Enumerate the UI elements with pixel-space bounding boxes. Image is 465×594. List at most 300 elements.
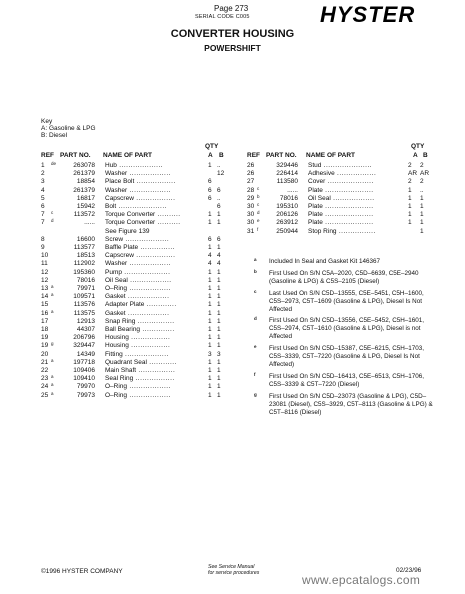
leader-dots: .....................	[322, 211, 374, 219]
qty-a-cell: 1	[408, 194, 412, 202]
header-name: NAME OF PART	[103, 152, 152, 159]
qty-a-cell: 1	[208, 162, 212, 169]
part-name: Housing	[105, 342, 129, 350]
leader-dots: ............	[146, 358, 177, 366]
footnote	[254, 345, 439, 369]
part-number-cell: 113577	[73, 244, 95, 251]
qty-a-cell: 1	[208, 301, 212, 309]
table-row	[247, 187, 447, 195]
leader-dots: .....................	[322, 219, 374, 227]
qty-a-cell: 1	[408, 203, 412, 210]
ref-cell: 27	[247, 178, 255, 186]
ref-cell: 20	[41, 350, 49, 358]
part-number-cell: ......	[287, 186, 298, 194]
leader-dots: ..................	[127, 170, 171, 178]
header-name: NAME OF PART	[306, 152, 355, 159]
table-row	[41, 351, 241, 359]
ref-cell: 19	[41, 342, 49, 350]
leader-dots: .....................	[322, 203, 374, 210]
ref-cell: 13	[41, 285, 49, 292]
table-row	[41, 228, 241, 236]
part-name-cell	[105, 219, 205, 227]
footnote-marker: c	[257, 202, 260, 207]
header-b: B	[423, 152, 428, 159]
part-number-cell: 206126	[276, 211, 298, 219]
leader-dots: .................	[134, 178, 176, 186]
part-name-cell	[308, 211, 405, 219]
part-number-cell: 15942	[76, 203, 95, 210]
qty-a-cell: 1	[208, 293, 212, 301]
leader-dots: ..................	[127, 383, 171, 391]
leader-dots: ..........	[155, 219, 181, 227]
left-column-headers	[41, 152, 231, 161]
part-name-cell	[105, 260, 205, 268]
header-part-no: PART NO.	[266, 152, 297, 159]
ref-cell: 5	[41, 194, 45, 202]
qty-a-cell: 6	[208, 235, 212, 243]
part-name: Pump	[105, 268, 122, 276]
table-row	[41, 334, 241, 342]
part-name: Plate	[308, 186, 323, 194]
leader-dots: ....................	[325, 178, 374, 186]
part-name-cell	[105, 367, 205, 375]
part-number-cell: 14349	[76, 350, 95, 358]
part-name: Oil Seal	[308, 194, 331, 202]
leader-dots: ..................	[127, 260, 171, 268]
table-row	[41, 260, 241, 268]
qty-b-cell: 2	[420, 178, 424, 186]
footnote-marker: f	[257, 226, 259, 232]
header-ref: REF	[247, 152, 260, 159]
qty-a-cell: 6	[208, 178, 212, 186]
qty-a-cell: 1	[208, 383, 212, 391]
qty-b-cell: 1	[217, 309, 221, 317]
leader-dots: ..................	[330, 194, 375, 202]
part-name: Capscrew	[105, 194, 134, 202]
qty-b-cell: 1	[217, 219, 221, 227]
date: 02/23/96	[396, 567, 422, 574]
footnote-text: First Used On S/N C5D–16413, C5E–6513, C5H–1706, C5S–3339 & C5T–7220 (Diesel)	[269, 372, 425, 388]
service-note-line2: for service procedures	[208, 570, 260, 577]
qty-b-cell: 1	[217, 326, 221, 333]
part-name: Main Shaft	[105, 367, 137, 374]
part-name-cell	[105, 392, 205, 400]
footnote	[254, 393, 439, 417]
ref-cell: 3	[41, 178, 45, 186]
part-name-cell	[105, 285, 205, 293]
part-name-cell	[105, 252, 205, 260]
footnote-text: First Used On S/N C5D–13556, C5E–5452, C5H–1601, C5S–2974, C5T–1610 (Gasoline & LPG), Diesel is not Affected	[269, 317, 425, 341]
ref-cell: 8	[41, 235, 45, 243]
footnote-text: First Used On S/N C5A–2020, C5D–6639, C5E–2940 (Gasoline & LPG) & C5S–2105 (Diesel)	[269, 269, 419, 285]
footnote-marker: a	[51, 382, 54, 388]
footnote-letter: e	[254, 344, 257, 350]
part-name-cell	[308, 219, 405, 227]
part-number-cell: 109571	[73, 293, 95, 301]
ref-cell: 23	[41, 375, 49, 383]
footnote-marker: a	[51, 374, 54, 380]
table-row	[41, 310, 241, 318]
part-number-cell: 197718	[73, 358, 95, 366]
copyright: ©1996 HYSTER COMPANY	[41, 568, 123, 575]
part-name: Washer	[105, 186, 128, 194]
part-name-cell	[308, 162, 405, 170]
part-number-cell: 12913	[76, 317, 95, 325]
ref-cell: 7	[41, 219, 45, 227]
qty-b-cell: 4	[217, 260, 221, 268]
qty-b-cell: AR	[420, 170, 430, 178]
part-name: Plate	[308, 203, 323, 210]
leader-dots: .................	[133, 375, 175, 383]
qty-b-cell: 2	[420, 162, 424, 169]
footnote-marker: c	[51, 210, 54, 216]
part-name: Adhesive	[308, 170, 335, 178]
leader-dots: ..............	[140, 326, 175, 333]
part-name: Oil Seal	[105, 276, 128, 284]
table-row	[41, 293, 241, 301]
part-name: Gasket	[105, 309, 126, 317]
part-name: Torque Converter	[105, 219, 156, 227]
part-number-cell: 113572	[73, 211, 95, 219]
footnote-marker: a	[51, 357, 54, 363]
hyster-logo: HYSTER	[320, 2, 416, 27]
part-name-cell	[105, 244, 205, 252]
part-number-cell: 263912	[276, 219, 298, 227]
part-name-cell	[105, 277, 205, 285]
footnote-text: Last Used On S/N C5D–13555, C5E–5451, C5H–1600, C5S–2973, C5T–1609 (Gasoline & LPG), Diesel Is Not Affected	[269, 289, 424, 313]
qty-b-cell: 1	[217, 211, 221, 219]
part-number-cell: 226414	[276, 170, 298, 178]
table-row	[247, 162, 447, 170]
part-name: Adapter Plate	[105, 301, 145, 309]
qty-b-cell: 1	[217, 317, 221, 325]
table-row	[41, 236, 241, 244]
qty-b-cell: 1	[217, 293, 221, 301]
table-row	[247, 178, 447, 186]
qty-a-cell: 1	[208, 219, 212, 227]
footnote-marker: c	[257, 185, 260, 191]
part-number-cell: 113580	[276, 178, 298, 186]
leader-dots: ..................	[127, 391, 171, 399]
service-note	[208, 564, 259, 576]
part-name: O–Ring	[105, 383, 128, 391]
table-row	[41, 392, 241, 400]
qty-a-cell: 1	[208, 317, 212, 325]
part-number-cell: 16600	[76, 235, 95, 243]
ref-cell: 22	[41, 367, 49, 374]
ref-cell: 30	[247, 219, 255, 227]
part-number-cell: 263078	[73, 162, 95, 169]
qty-a-cell: 4	[208, 260, 212, 268]
ref-cell: 2	[41, 170, 45, 178]
qty-b-cell: 1	[217, 342, 221, 350]
qty-a-cell: 1	[208, 309, 212, 317]
footnote-marker: de	[51, 161, 57, 166]
service-note-line1: See Service Manual	[208, 564, 255, 570]
ref-cell: 4	[41, 186, 45, 194]
qty-b-cell: 1	[420, 227, 424, 235]
part-number-cell: 109406	[73, 367, 95, 374]
table-row	[41, 252, 241, 260]
table-row	[41, 359, 241, 367]
qty-b-cell: 6	[217, 186, 221, 194]
part-number-cell: 261379	[73, 186, 95, 194]
qty-a-cell: 1	[208, 342, 212, 350]
table-row	[41, 326, 241, 334]
qty-a-cell: 1	[408, 211, 412, 219]
table-row	[41, 285, 241, 293]
footnote-text: First Used On S/N C5D–23073 (Gasoline & LPG), C5D–23081 (Diesel), C5S–3929, C5T–8113 (Gasoline & LPG) & C5T–8116 (Diesel)	[269, 392, 433, 416]
qty-a-cell: 2	[408, 178, 412, 186]
part-number-cell: 206796	[73, 334, 95, 342]
part-number-cell: 16817	[76, 194, 95, 202]
ref-cell: 12	[41, 268, 49, 276]
qty-a-cell: 1	[208, 244, 212, 251]
leader-dots: ...................	[122, 350, 169, 358]
right-parts-table	[247, 162, 447, 247]
leader-dots: .....................	[321, 162, 373, 169]
qty-a-cell: 3	[208, 350, 212, 358]
qty-a-cell: AR	[408, 170, 418, 178]
part-name-cell	[105, 334, 205, 342]
part-name-cell	[105, 236, 205, 244]
part-name: Ball Bearing	[105, 326, 141, 333]
ref-cell: 18	[41, 326, 49, 333]
qty-b-cell: 1	[217, 358, 221, 366]
leader-dots: .................	[128, 334, 171, 342]
qty-a-cell: 1	[208, 367, 212, 374]
ref-cell: 30	[247, 211, 255, 219]
part-name: Bolt	[105, 203, 117, 210]
footnote-marker: g	[51, 341, 54, 347]
part-name-cell	[105, 293, 205, 301]
footnote-marker: d	[51, 218, 54, 224]
qty-a-cell: 2	[408, 162, 412, 169]
part-number-cell: 112902	[73, 260, 95, 268]
qty-a-cell: 4	[208, 252, 212, 260]
footnote-letter: a	[254, 257, 257, 262]
footnote-marker: b	[257, 193, 260, 199]
qty-b-cell: 4	[217, 252, 221, 260]
ref-cell: 25	[41, 391, 49, 399]
qty-a-cell: 1	[208, 285, 212, 292]
part-number-cell: 109410	[73, 375, 95, 383]
part-number-cell: 44307	[76, 326, 95, 333]
qty-b-cell: 1	[217, 244, 221, 251]
part-name-cell	[105, 269, 205, 277]
part-name-cell	[105, 359, 205, 367]
leader-dots: .................	[133, 252, 176, 260]
qty-b-cell: 1	[420, 203, 424, 210]
page-title: CONVERTER HOUSING	[170, 28, 295, 40]
qty-b-cell: ..	[217, 162, 221, 169]
qty-b-cell: 1	[217, 383, 221, 391]
leader-dots: ................	[336, 227, 376, 235]
part-name-cell	[105, 195, 205, 203]
qty-b-cell: 12	[217, 170, 225, 178]
qty-b-cell: 6	[217, 203, 221, 210]
qty-a-cell: 1	[408, 219, 412, 227]
leader-dots: .................	[133, 194, 176, 202]
part-name-cell	[105, 170, 205, 178]
part-number-cell: 329447	[73, 342, 95, 350]
part-name: See Figure 139	[105, 227, 150, 235]
ref-cell: 28	[247, 186, 255, 194]
ref-cell: 19	[41, 334, 49, 342]
qty-b-cell: 3	[217, 350, 221, 358]
qty-a-cell: 1	[208, 334, 212, 342]
table-row	[41, 170, 241, 178]
table-row	[41, 178, 241, 186]
leader-dots: ..................	[127, 186, 171, 194]
part-number-cell: 79970	[76, 383, 95, 391]
part-name: Baffle Plate	[105, 244, 139, 251]
footnote-letter: c	[254, 288, 257, 294]
qty-b-cell: 1	[217, 375, 221, 383]
table-row	[41, 211, 241, 219]
table-row	[41, 219, 241, 227]
part-name-cell	[105, 342, 205, 350]
part-number-cell: 195310	[276, 203, 298, 210]
table-row	[41, 342, 241, 350]
qty-a-cell: 1	[208, 375, 212, 383]
header-a: A	[413, 152, 418, 159]
right-column-headers	[247, 152, 437, 161]
qty-b-cell: 1	[217, 301, 221, 309]
table-row	[41, 162, 241, 170]
leader-dots: .............	[144, 301, 177, 309]
part-name: Cover	[308, 178, 326, 186]
leader-dots: ...................	[116, 162, 164, 169]
part-name-cell	[105, 318, 205, 326]
leader-dots: .....................	[322, 186, 374, 194]
leader-dots: ..................	[127, 276, 172, 284]
key-b: B: Diesel	[41, 132, 68, 139]
footnote-letter: g	[254, 391, 257, 397]
qty-a-cell: 6	[208, 194, 212, 202]
page-subtitle: POWERSHIFT	[204, 43, 261, 53]
part-number-cell: 250944	[276, 227, 298, 235]
ref-cell: 1	[41, 162, 45, 169]
part-name-cell	[308, 178, 405, 186]
qty-b-cell: 1	[217, 367, 221, 374]
part-name-cell	[105, 162, 205, 170]
part-name: Plate	[308, 211, 323, 219]
table-row	[41, 244, 241, 252]
part-number-cell: ......	[84, 219, 95, 227]
ref-cell: 21	[41, 358, 49, 366]
table-row	[247, 195, 447, 203]
footnote-letter: f	[254, 371, 256, 377]
qty-b-cell: 6	[217, 235, 221, 243]
ref-cell: 14	[41, 293, 49, 301]
table-row	[41, 383, 241, 391]
part-number-cell: 261379	[73, 170, 95, 178]
part-name-cell	[308, 228, 405, 236]
serial-code: SERIAL CODE C005	[195, 14, 250, 20]
footnote-letter: b	[254, 268, 257, 274]
qty-b-cell: 1	[217, 276, 221, 284]
table-row	[247, 219, 447, 227]
part-name: Place Bolt	[105, 178, 135, 186]
ref-cell: 29	[247, 194, 255, 202]
header-part-no: PART NO.	[60, 152, 91, 159]
ref-cell: 9	[41, 244, 45, 251]
table-row	[247, 170, 447, 178]
part-name-cell	[105, 301, 205, 309]
footnote-marker: a	[51, 292, 54, 298]
qty-a-cell: 1	[208, 391, 212, 399]
part-number-cell: 18854	[76, 178, 95, 186]
ref-cell: 6	[41, 203, 45, 210]
part-name-cell	[105, 211, 205, 219]
ref-cell: 17	[41, 317, 49, 325]
part-name-cell	[308, 203, 405, 211]
part-name-cell	[105, 351, 205, 359]
part-name: Seal Ring	[105, 375, 134, 383]
part-name: Snap Ring	[105, 317, 136, 325]
table-row	[41, 195, 241, 203]
leader-dots: .................	[128, 342, 171, 350]
leader-dots: ................	[135, 317, 175, 325]
table-row	[247, 228, 447, 236]
qty-a-cell: 1	[208, 268, 212, 276]
table-row	[41, 318, 241, 326]
part-name: O–Ring	[105, 285, 128, 292]
part-number-cell: 79973	[76, 391, 95, 399]
part-name-cell	[308, 170, 405, 178]
leader-dots: .................	[334, 170, 377, 178]
part-number-cell: 113576	[73, 301, 95, 309]
table-row	[247, 211, 447, 219]
ref-cell: 26	[247, 170, 255, 178]
ref-cell: 31	[247, 227, 255, 235]
watermark: www.epcatalogs.com	[302, 573, 421, 587]
qty-a-cell: 1	[208, 358, 212, 366]
footnote	[254, 317, 439, 341]
leader-dots: ................	[136, 367, 176, 374]
part-name-cell	[105, 187, 205, 195]
qty-a-cell: 6	[208, 186, 212, 194]
table-row	[41, 375, 241, 383]
right-qty-header: QTY	[411, 143, 425, 150]
footnote-letter: d	[254, 316, 257, 322]
qty-b-cell: 1	[420, 219, 424, 227]
part-name-cell	[105, 375, 205, 383]
part-name: Quadrant Seal	[105, 358, 147, 366]
footnote-marker: a	[51, 308, 54, 314]
part-name-cell	[105, 326, 205, 334]
footnote-marker: a	[51, 390, 54, 396]
ref-cell: 15	[41, 301, 49, 309]
ref-cell: 16	[41, 309, 49, 317]
part-number-cell: 113575	[73, 309, 95, 317]
key-a: A: Gasoline & LPG	[41, 125, 96, 132]
qty-a-cell: 1	[208, 276, 212, 284]
part-name: Capscrew	[105, 252, 134, 260]
part-name: Washer	[105, 170, 128, 178]
qty-a-cell: 1	[408, 186, 412, 194]
table-row	[41, 203, 241, 211]
table-row	[41, 187, 241, 195]
part-name: Stud	[308, 162, 322, 169]
ref-cell: 30	[247, 203, 255, 210]
qty-b-cell: ..	[217, 194, 221, 202]
ref-cell: 12	[41, 276, 49, 284]
left-qty-header: QTY	[205, 143, 219, 150]
page-number: Page 273	[214, 4, 249, 13]
part-name-cell	[105, 310, 205, 318]
